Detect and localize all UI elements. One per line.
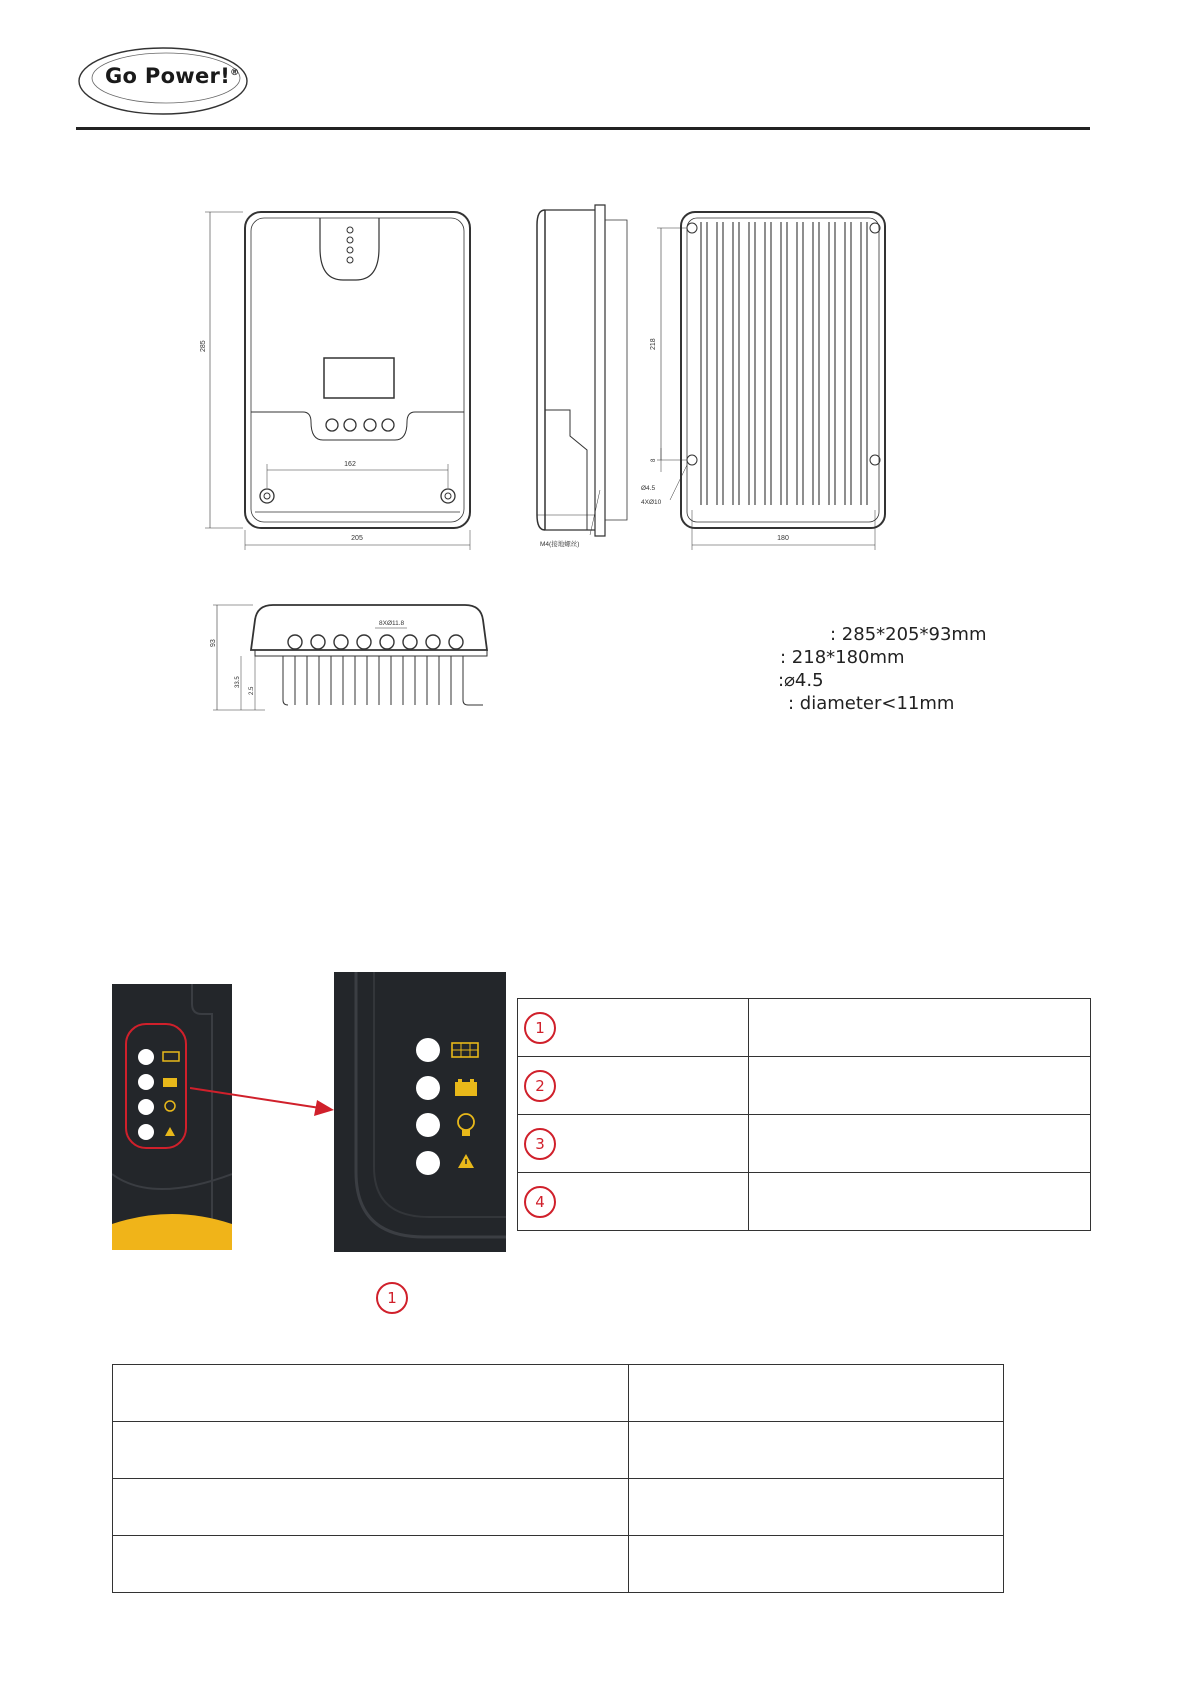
spec-hole-diameter: :⌀4.5	[778, 670, 824, 691]
table-row	[113, 1365, 1004, 1422]
svg-text:162: 162	[344, 461, 356, 468]
svg-text:180: 180	[777, 535, 789, 542]
number-badge: 4	[524, 1186, 556, 1218]
svg-text:218: 218	[650, 338, 657, 350]
indicator-table	[517, 998, 1091, 1231]
svg-text:4XØ10: 4XØ10	[641, 499, 662, 506]
svg-text:M4(接地螺丝): M4(接地螺丝)	[540, 541, 580, 548]
section-marker: 1	[376, 1282, 408, 1314]
brand-name: Go Power!®	[105, 64, 240, 88]
back-view	[641, 212, 885, 550]
table-row	[113, 1422, 1004, 1479]
table-cell	[629, 1422, 1004, 1479]
table-row	[518, 1173, 1091, 1231]
header-rule	[76, 127, 1090, 130]
number-badge: 2	[524, 1070, 556, 1102]
load-led	[416, 1113, 440, 1137]
table-cell	[749, 999, 1091, 1057]
table-cell	[629, 1365, 1004, 1422]
svg-text:8: 8	[651, 458, 657, 462]
bottom-view	[210, 605, 487, 710]
svg-text:285: 285	[200, 340, 207, 352]
svg-text:33.5: 33.5	[235, 676, 241, 688]
table-row	[113, 1479, 1004, 1536]
table-cell	[113, 1536, 629, 1593]
pv-led	[416, 1038, 440, 1062]
warning-icon	[458, 1154, 474, 1168]
table-cell	[113, 1365, 629, 1422]
battery-led	[416, 1076, 440, 1100]
table-cell	[749, 1057, 1091, 1115]
zoom-arrow	[190, 1080, 335, 1120]
table-cell	[113, 1422, 629, 1479]
battery-icon	[455, 1079, 477, 1096]
table-cell	[749, 1115, 1091, 1173]
spec-dimensions: : 285*205*93mm	[830, 624, 987, 645]
table-row	[518, 1057, 1091, 1115]
bulb-icon	[458, 1114, 474, 1136]
number-badge: 1	[524, 1012, 556, 1044]
table-cell	[749, 1173, 1091, 1231]
svg-text:93: 93	[210, 639, 217, 647]
table-cell	[113, 1479, 629, 1536]
number-badge: 3	[524, 1128, 556, 1160]
table-row	[518, 1115, 1091, 1173]
side-view	[537, 205, 627, 548]
svg-text:Ø4.5: Ø4.5	[641, 485, 656, 492]
table-row	[518, 999, 1091, 1057]
status-table	[112, 1364, 1004, 1593]
svg-text:8XØ11.8: 8XØ11.8	[379, 620, 405, 627]
table-cell	[629, 1536, 1004, 1593]
front-view	[200, 212, 470, 550]
svg-text:205: 205	[351, 535, 363, 542]
fault-led	[416, 1151, 440, 1175]
solar-panel-icon	[452, 1043, 478, 1057]
led-indicator-photo	[334, 972, 506, 1252]
spec-cable-diameter: : diameter<11mm	[788, 693, 955, 714]
svg-text:2.5: 2.5	[249, 686, 255, 695]
table-cell	[629, 1479, 1004, 1536]
spec-hole-spacing: : 218*180mm	[780, 647, 905, 668]
table-row	[113, 1536, 1004, 1593]
